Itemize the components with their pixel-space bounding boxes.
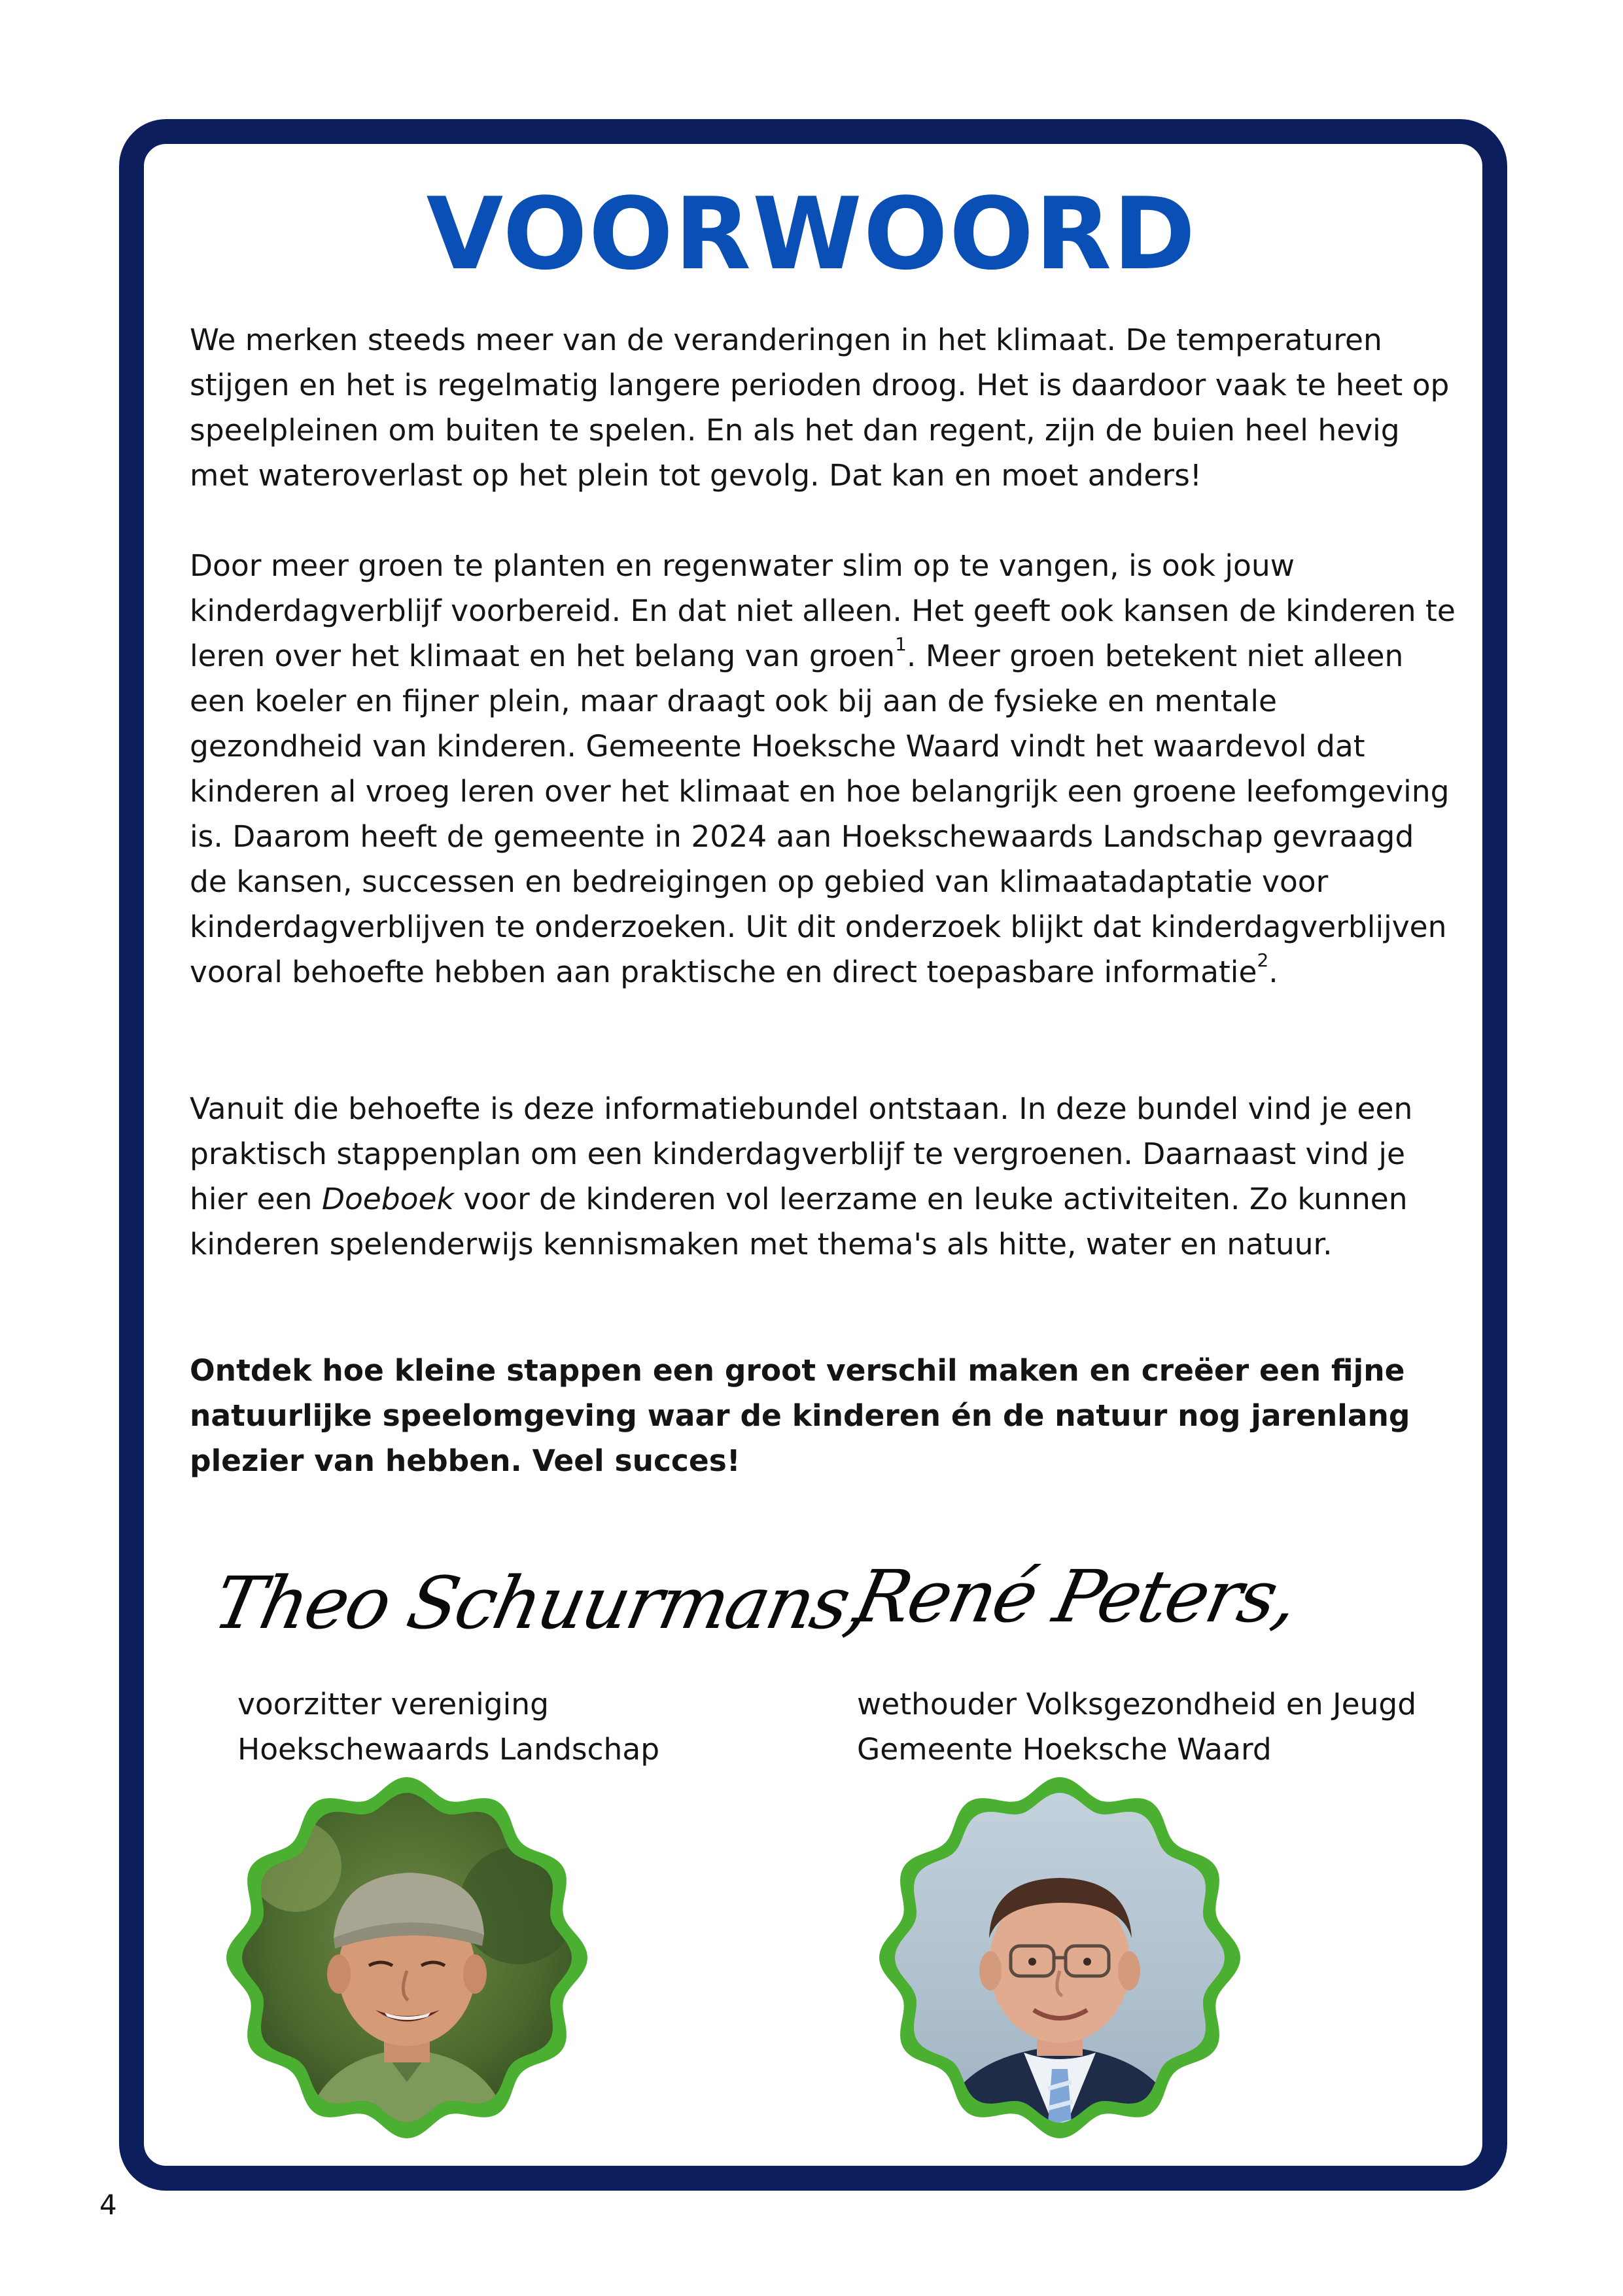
footnote-marker-1: 1	[895, 633, 907, 655]
portrait-badge-right	[877, 1775, 1243, 2141]
context-text-end: .	[1268, 955, 1278, 989]
page-title: VOORWOORD	[426, 176, 1197, 292]
signatory-role-left	[237, 1682, 659, 1772]
closing-paragraph: Ontdek hoe kleine stappen een groot verschil maken en creëer een fijne natuurlijke speelomgeving waar de kinderen én de natuur nog jarenlang plezier van hebben. Veel succes!	[190, 1353, 1410, 1478]
role-right-line2: Gemeente Hoeksche Waard	[857, 1732, 1272, 1767]
bundle-text-1: Vanuit die behoefte is deze informatiebundel ontstaan. In deze bundel vind je een praktisch stappenplan om een kinderdagverblijf te vergroenen. Daarnaast vind je hier een	[190, 1091, 1413, 1216]
signature-rene-peters: René Peters,	[848, 1555, 1304, 1638]
signatory-role-right	[857, 1682, 1416, 1772]
role-left-line2: Hoekschewaards Landschap	[237, 1732, 660, 1767]
portrait-rene-peters	[877, 1775, 1243, 2141]
doeboek-emphasis: Doeboek	[321, 1182, 454, 1216]
portrait-theo-schuurmans	[224, 1775, 590, 2141]
context-paragraph	[190, 543, 1459, 995]
role-left-line1: voorzitter vereniging	[237, 1687, 550, 1722]
context-text-1: Door meer groen te planten en regenwater slim op te vangen, is ook jouw kinderdagverblijf voorbereid. En dat niet alleen. Het geeft ook kansen de kinderen te leren over het klimaat en het belang van groen	[190, 548, 1456, 673]
footnote-marker-2: 2	[1257, 949, 1269, 971]
bundle-text-2: voor de kinderen vol leerzame en leuke activiteiten. Zo kunnen kinderen spelenderwijs kennismaken met thema's als hitte, water en natuur.	[190, 1182, 1408, 1262]
portrait-badge-left	[224, 1775, 590, 2141]
bundle-paragraph	[190, 1086, 1459, 1267]
role-right-line1: wethouder Volksgezondheid en Jeugd	[857, 1687, 1417, 1722]
intro-paragraph: We merken steeds meer van de veranderingen in het klimaat. De temperaturen stijgen en het is regelmatig langere perioden droog. Het is daardoor vaak te heet op speelpleinen om buiten te spelen. En als het dan regent, zijn de buien heel hevig met wateroverlast op het plein tot gevolg. Dat kan en moet anders!	[190, 323, 1450, 493]
page-number: 4	[99, 2189, 117, 2221]
signature-theo-schuurmans: Theo Schuurmans,	[207, 1561, 877, 1645]
context-text-2: . Meer groen betekent niet alleen een koeler en fijner plein, maar draagt ook bij aan de fysieke en mentale gezondheid van kinderen. Gemeente Hoeksche Waard vindt het waardevol dat kinderen al vroeg leren over het klimaat en hoe belangrijk een groene leefomgeving is. Daarom heeft de gemeente in 2024 aan Hoekschewaards Landschap gevraagd de kansen, successen en bedreigingen op gebied van klimaatadaptatie voor kinderdagverblijven te onderzoeken. Uit dit onderzoek blijkt dat kinderdagverblijven vooral behoefte hebben aan praktische en direct toepasbare informatie	[190, 639, 1450, 989]
